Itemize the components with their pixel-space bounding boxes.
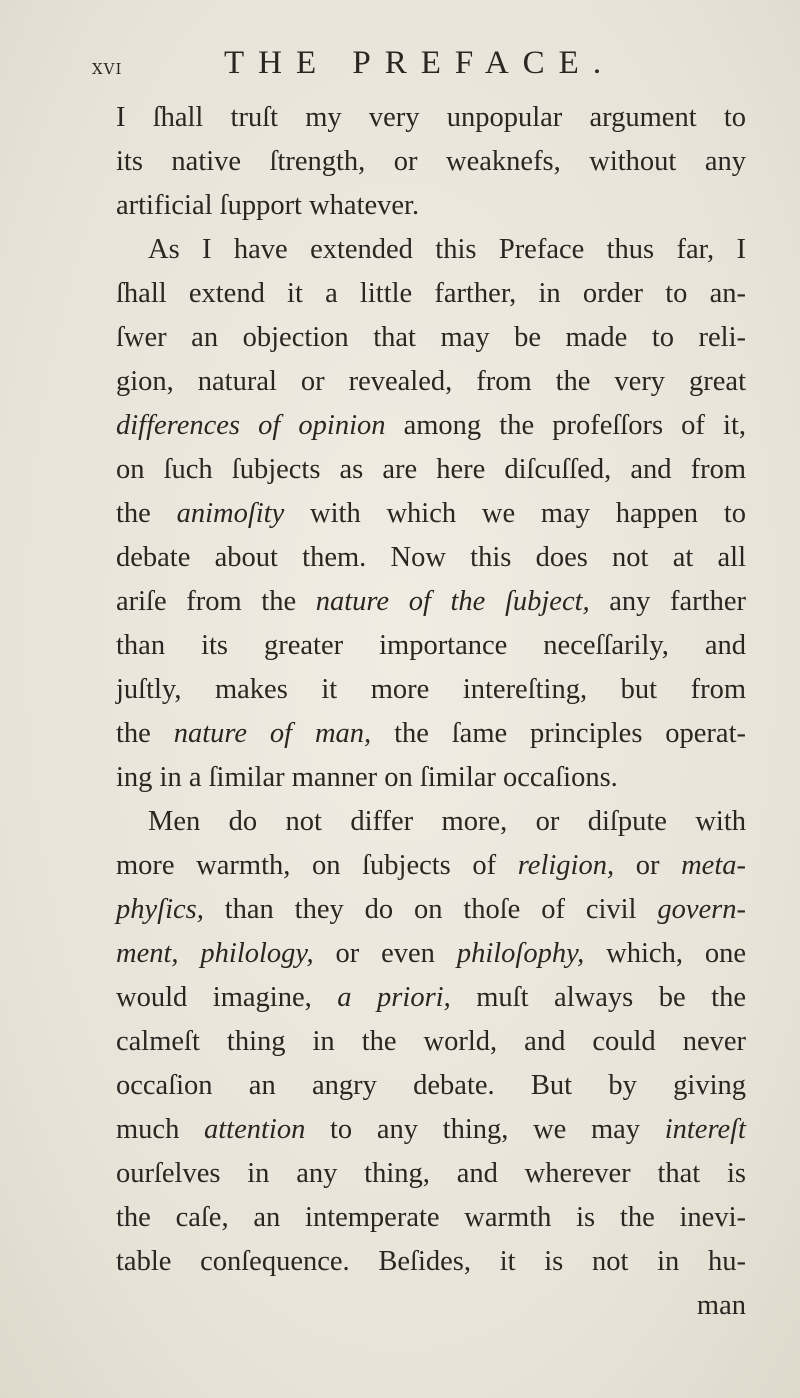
text-line: occaſion an angry debate. But by giving: [116, 1070, 746, 1101]
italic-text: govern-: [657, 894, 746, 925]
text-run: ariſe from the: [116, 586, 316, 617]
text-line: [116, 580, 746, 624]
text-line: [116, 712, 746, 756]
text-line: on ſuch ſubjects as are here diſcuſſed, and from: [116, 454, 746, 485]
text-run: the: [116, 498, 177, 529]
italic-text: animoſity: [176, 498, 285, 529]
text-line: debate about them. Now this does not at all: [116, 542, 746, 573]
italic-text: differences of opinion: [116, 410, 386, 441]
text-run: or: [614, 850, 682, 881]
text-line: [116, 976, 746, 1020]
running-head: THE PREFACE.: [224, 45, 616, 81]
italic-text: nature of man,: [173, 718, 372, 749]
text-line: [116, 844, 746, 888]
text-line: juſtly, makes it more intereſting, but from: [116, 674, 746, 705]
text-run: than they do on thoſe of civil: [203, 894, 658, 925]
text-run: more warmth, on ſubjects of: [116, 850, 518, 881]
italic-text: nature of the ſubject,: [315, 586, 590, 617]
text-line: its native ſtrength, or weaknefs, without any: [116, 146, 746, 177]
italic-text: philoſophy,: [456, 938, 585, 969]
text-line: Men do not differ more, or diſpute with: [148, 806, 746, 837]
italic-text: a priori,: [337, 982, 451, 1013]
italic-text: religion,: [517, 850, 615, 881]
text-line: [116, 888, 746, 932]
text-line: [116, 492, 746, 536]
text-run: among the profeſſors of it,: [385, 410, 746, 441]
text-run: the ſame principles operat-: [371, 718, 746, 749]
text-line: [116, 932, 746, 976]
text-line: calmeſt thing in the world, and could never: [116, 1026, 746, 1057]
text-line: artificial ſupport whatever.: [116, 190, 420, 221]
text-line: [116, 404, 746, 448]
italic-text: ment, philology,: [116, 938, 314, 969]
text-run: to any thing, we may: [305, 1114, 665, 1145]
text-run: or even: [313, 938, 457, 969]
text-line: the caſe, an intemperate warmth is the inevi-: [116, 1202, 746, 1233]
text-run: the: [116, 718, 174, 749]
text-line: ing in a ſimilar manner on ſimilar occaſions.: [116, 762, 618, 793]
text-run: muſt always be the: [450, 982, 746, 1013]
page-header: [92, 45, 732, 85]
text-line: [116, 1108, 746, 1152]
text-line: As I have extended this Preface thus far, I: [148, 234, 746, 265]
text-line: ſwer an objection that may be made to reli-: [116, 322, 746, 353]
text-run: would imagine,: [116, 982, 338, 1013]
italic-text: intereſt: [664, 1114, 746, 1145]
text-line: than its greater importance neceſſarily, and: [116, 630, 746, 661]
text-line: table conſequence. Beſides, it is not in hu-: [116, 1246, 746, 1277]
text-line: ourſelves in any thing, and wherever that is: [116, 1158, 746, 1189]
catchword: man: [696, 1290, 746, 1321]
text-run: which, one: [584, 938, 746, 969]
text-line: gion, natural or revealed, from the very great: [116, 366, 746, 397]
text-run: much: [116, 1114, 204, 1145]
italic-text: meta-: [681, 850, 746, 881]
italic-text: phyſics,: [116, 894, 204, 925]
page-number: xvi: [92, 55, 123, 80]
text-run: any farther: [589, 586, 746, 617]
text-line: I ſhall truſt my very unpopular argument to: [116, 102, 746, 133]
text-run: with which we may happen to: [284, 498, 746, 529]
body-text: [116, 96, 746, 1328]
text-line: ſhall extend it a little farther, in order to an-: [116, 278, 746, 309]
italic-text: attention: [204, 1114, 306, 1145]
